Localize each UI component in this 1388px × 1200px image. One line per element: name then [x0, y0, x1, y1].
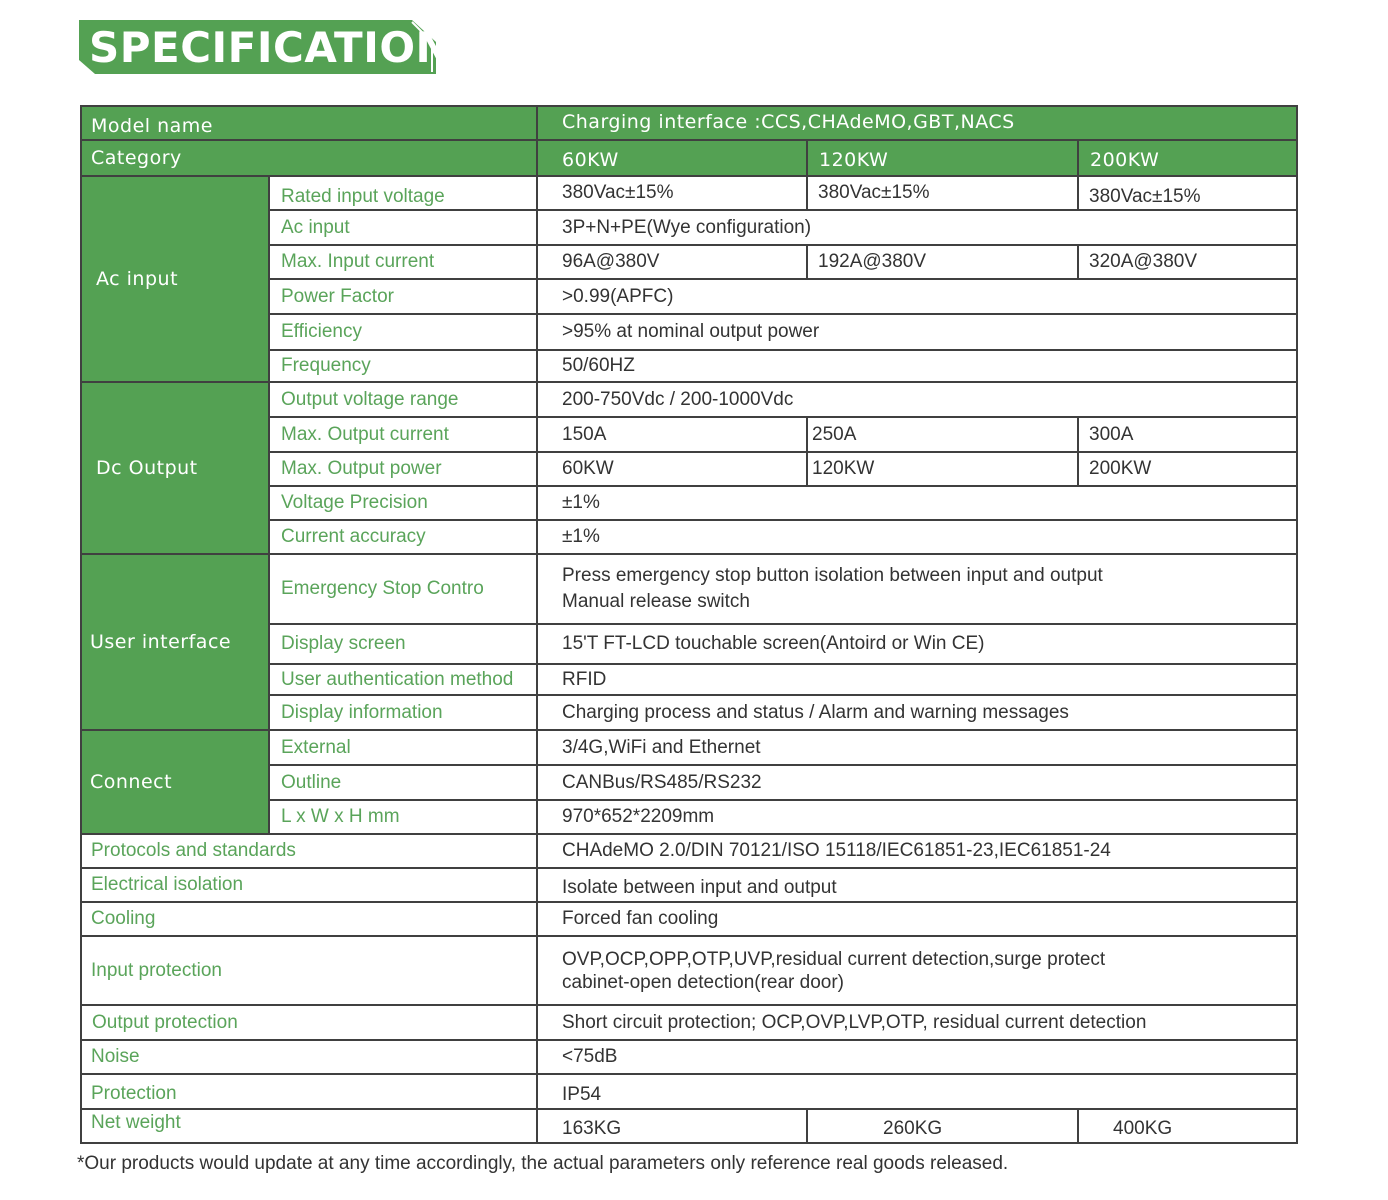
- value-user-authentication: RFID: [538, 665, 1298, 696]
- value-efficiency: >95% at nominal output power: [538, 315, 1298, 351]
- value-display-information: Charging process and status / Alarm and warning messages: [538, 696, 1298, 731]
- label-net-weight: Net weight: [80, 1110, 538, 1144]
- value-rated-input-voltage-120kw: 380Vac±15%: [808, 177, 1079, 211]
- value-emergency-stop-line1: Press emergency stop button isolation between input and output: [562, 565, 1103, 586]
- page-title: SPECIFICATION: [89, 23, 452, 72]
- value-max-output-power-60kw: 60KW: [538, 453, 808, 487]
- value-max-input-current-60kw: 96A@380V: [538, 246, 808, 280]
- value-voltage-precision: ±1%: [538, 487, 1298, 521]
- value-net-weight-60kw: 163KG: [538, 1110, 808, 1144]
- value-rated-input-voltage-200kw: 380Vac±15%: [1079, 177, 1298, 211]
- value-protocols: CHAdeMO 2.0/DIN 70121/ISO 15118/IEC61851-23,IEC61851-24: [538, 835, 1298, 869]
- label-power-factor: Power Factor: [270, 280, 538, 315]
- value-input-protection-line2: cabinet-open detection(rear door): [562, 971, 845, 993]
- label-efficiency: Efficiency: [270, 315, 538, 351]
- value-emergency-stop: [538, 555, 1298, 625]
- value-cooling: Forced fan cooling: [538, 903, 1298, 937]
- specification-banner: [79, 20, 452, 74]
- value-dimensions: 970*652*2209mm: [538, 801, 1298, 835]
- label-ac-input: Ac input: [270, 211, 538, 246]
- label-cooling: Cooling: [80, 903, 538, 937]
- value-protection: IP54: [538, 1075, 1298, 1110]
- value-outline: CANBus/RS485/RS232: [538, 766, 1298, 801]
- label-voltage-precision: Voltage Precision: [270, 487, 538, 521]
- value-max-output-power-200kw: 200KW: [1079, 453, 1298, 487]
- value-external: 3/4G,WiFi and Ethernet: [538, 731, 1298, 766]
- value-max-output-current-120kw: 250A: [808, 418, 1079, 453]
- category-200kw: 200KW: [1079, 141, 1298, 177]
- footnote: *Our products would update at any time accordingly, the actual parameters only reference real goods released.: [77, 1153, 1009, 1174]
- label-rated-input-voltage: Rated input voltage: [270, 177, 538, 211]
- value-output-voltage-range: 200-750Vdc / 200-1000Vdc: [538, 383, 1298, 418]
- value-max-output-current-200kw: 300A: [1079, 418, 1298, 453]
- value-max-output-current-60kw: 150A: [538, 418, 808, 453]
- group-ac-input: Ac input: [80, 177, 270, 383]
- value-output-protection: Short circuit protection; OCP,OVP,LVP,OTP, residual current detection: [538, 1006, 1298, 1041]
- group-dc-output: Dc Output: [80, 383, 270, 555]
- label-max-input-current: Max. Input current: [270, 246, 538, 280]
- value-net-weight-200kw: 400KG: [1079, 1110, 1298, 1144]
- group-connect: Connect: [80, 731, 270, 835]
- label-electrical-isolation: Electrical isolation: [80, 869, 538, 903]
- value-input-protection-line1: OVP,OCP,OPP,OTP,UVP,residual current detection,surge protect: [562, 948, 1106, 970]
- label-display-screen: Display screen: [270, 625, 538, 665]
- category-120kw: 120KW: [808, 141, 1079, 177]
- label-frequency: Frequency: [270, 351, 538, 383]
- specification-table: [80, 105, 1298, 1144]
- category-60kw: 60KW: [538, 141, 808, 177]
- label-output-protection: Output protection: [80, 1006, 538, 1041]
- label-max-output-current: Max. Output current: [270, 418, 538, 453]
- label-protection: Protection: [80, 1075, 538, 1110]
- value-current-accuracy: ±1%: [538, 521, 1298, 555]
- value-display-screen: 15'T FT-LCD touchable screen(Antoird or Win CE): [538, 625, 1298, 665]
- value-max-input-current-200kw: 320A@380V: [1079, 246, 1298, 280]
- value-net-weight-120kw: 260KG: [808, 1110, 1079, 1144]
- label-current-accuracy: Current accuracy: [270, 521, 538, 555]
- label-emergency-stop: Emergency Stop Contro: [270, 555, 538, 625]
- model-name-label: Model name: [80, 105, 538, 141]
- group-user-interface: User interface: [80, 555, 270, 731]
- value-frequency: 50/60HZ: [538, 351, 1298, 383]
- value-power-factor: >0.99(APFC): [538, 280, 1298, 315]
- label-noise: Noise: [80, 1041, 538, 1075]
- label-dimensions: L x W x H mm: [270, 801, 538, 835]
- value-max-input-current-120kw: 192A@380V: [808, 246, 1079, 280]
- label-output-voltage-range: Output voltage range: [270, 383, 538, 418]
- value-noise: <75dB: [538, 1041, 1298, 1075]
- label-outline: Outline: [270, 766, 538, 801]
- label-external: External: [270, 731, 538, 766]
- value-max-output-power-120kw: 120KW: [808, 453, 1079, 487]
- value-emergency-stop-line2: Manual release switch: [562, 591, 750, 612]
- label-protocols: Protocols and standards: [80, 835, 538, 869]
- value-input-protection: [538, 937, 1298, 1006]
- label-user-authentication: User authentication method: [270, 665, 538, 696]
- value-rated-input-voltage-60kw: 380Vac±15%: [538, 177, 808, 211]
- category-label: Category: [80, 141, 538, 177]
- value-ac-input: 3P+N+PE(Wye configuration): [538, 211, 1298, 246]
- label-input-protection: Input protection: [80, 937, 538, 1006]
- label-display-information: Display information: [270, 696, 538, 731]
- label-max-output-power: Max. Output power: [270, 453, 538, 487]
- value-electrical-isolation: Isolate between input and output: [538, 869, 1298, 903]
- model-name-value: Charging interface :CCS,CHAdeMO,GBT,NACS: [538, 105, 1298, 141]
